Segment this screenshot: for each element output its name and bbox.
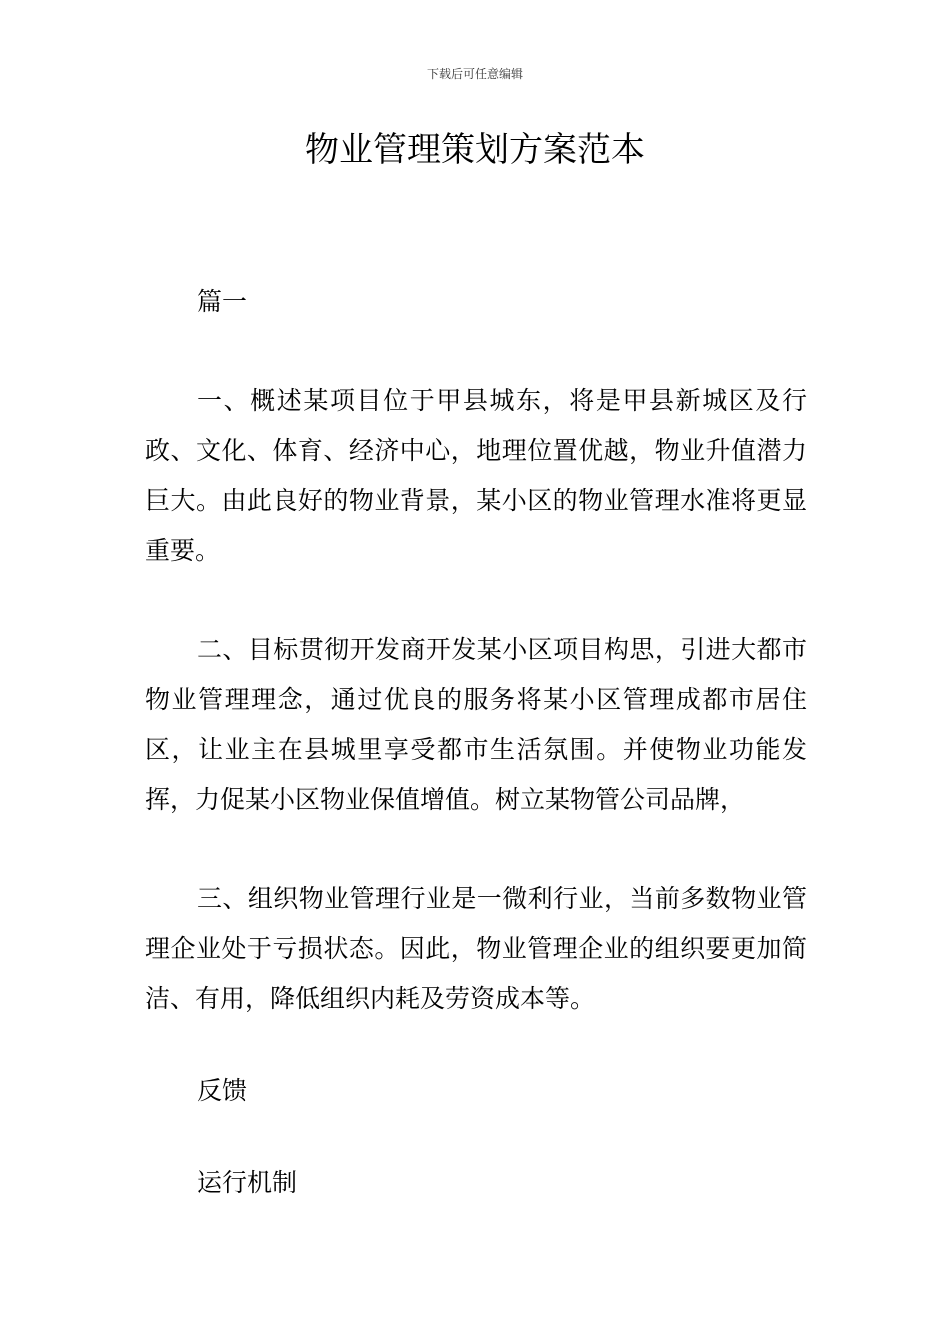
document-title: 物业管理策划方案范本 xyxy=(305,130,645,170)
paragraph-goal: 二、目标贯彻开发商开发某小区项目构思，引进大都市物业管理理念，通过优良的服务将某小区管理成都市居住区，让业主在县城里享受都市生活氛围。并使物业功能发挥，力促某小区物业保值增值。树立某物管公司品牌， xyxy=(145,635,807,814)
paragraph-overview: 一、概述某项目位于甲县城东，将是甲县新城区及行政、文化、体育、经济中心，地理位置优越，物业升值潜力巨大。由此良好的物业背景，某小区的物业管理水准将更显重要。 xyxy=(145,386,807,565)
section-feedback: 反馈 xyxy=(197,1076,248,1105)
paragraph-organization: 三、组织物业管理行业是一微利行业，当前多数物业管理企业处于亏损状态。因此，物业管理企业的组织要更加简洁、有用，降低组织内耗及劳资成本等。 xyxy=(145,884,807,1013)
section-mechanism: 运行机制 xyxy=(197,1168,298,1197)
document-body xyxy=(145,277,807,1208)
part-label: 篇一 xyxy=(197,287,248,316)
header-note: 下载后可任意编辑 xyxy=(426,67,523,81)
